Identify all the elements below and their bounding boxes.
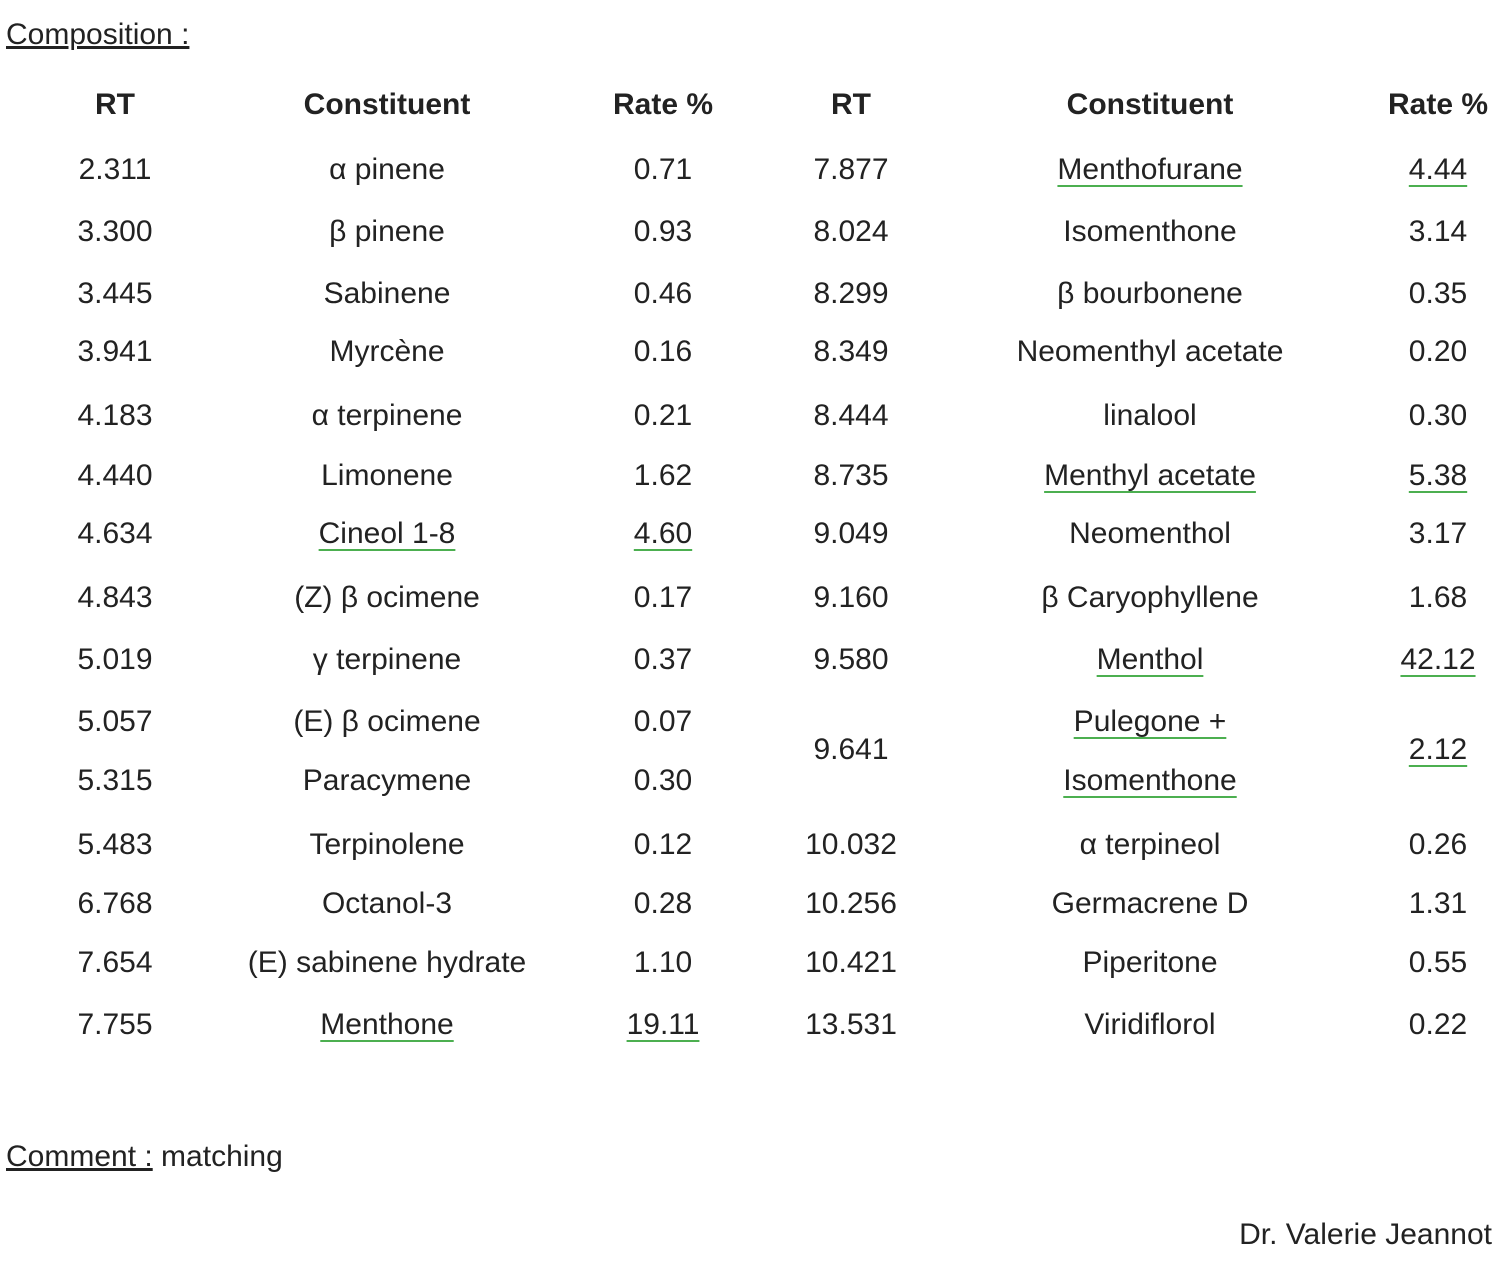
constituent-cell: α terpineol (1079, 828, 1221, 861)
header-rate: Rate % (1387, 88, 1489, 121)
rt-cell: 3.300 (77, 215, 153, 248)
constituent-cell: Pulegone + (1073, 705, 1227, 738)
rate-cell: 0.30 (1408, 399, 1468, 432)
rt-cell: 13.531 (805, 1008, 897, 1041)
rate-cell: 0.20 (1408, 335, 1468, 368)
rt-cell: 9.160 (813, 581, 889, 614)
rate-cell: 0.28 (633, 887, 693, 920)
constituent-cell: Neomenthyl acetate (1016, 335, 1284, 368)
rate-cell: 5.38 (1408, 459, 1468, 492)
rate-cell: 4.44 (1408, 153, 1468, 186)
constituent-cell: (E) sabinene hydrate (247, 946, 527, 979)
rate-cell: 0.30 (633, 764, 693, 797)
rt-cell: 5.019 (77, 643, 153, 676)
rt-cell: 7.654 (77, 946, 153, 979)
rate-cell: 0.35 (1408, 277, 1468, 310)
rt-cell: 2.311 (78, 153, 152, 186)
constituent-cell: Menthone (320, 1008, 454, 1041)
constituent-cell: Menthyl acetate (1044, 459, 1256, 492)
constituent-cell: β Caryophyllene (1041, 581, 1259, 614)
constituent-cell: β bourbonene (1057, 277, 1243, 310)
constituent-cell: Cineol 1-8 (318, 517, 456, 550)
constituent-cell: Isomenthone (1063, 764, 1237, 797)
rt-cell: 8.349 (813, 335, 889, 368)
constituent-cell: Sabinene (323, 277, 451, 310)
constituent-cell: α pinene (329, 153, 445, 186)
constituent-cell: β pinene (329, 215, 445, 248)
rt-cell: 5.057 (77, 705, 153, 738)
rate-cell: 0.07 (633, 705, 693, 738)
rate-cell: 3.14 (1408, 215, 1468, 248)
rate-cell: 1.31 (1408, 887, 1468, 920)
rt-cell: 5.483 (77, 828, 153, 861)
rt-cell: 9.049 (813, 517, 889, 550)
header-rt: RT (831, 88, 871, 121)
rate-cell: 0.22 (1408, 1008, 1468, 1041)
rt-cell: 8.735 (813, 459, 889, 492)
rate-cell: 0.93 (633, 215, 693, 248)
rt-cell: 10.421 (805, 946, 897, 979)
signature: Dr. Valerie Jeannot (1239, 1218, 1492, 1251)
rt-cell: 4.634 (77, 517, 153, 550)
rate-cell: 0.55 (1408, 946, 1468, 979)
rate-cell: 1.68 (1408, 581, 1468, 614)
constituent-cell: Piperitone (1082, 946, 1218, 979)
rate-cell: 19.11 (626, 1008, 700, 1041)
rate-cell: 0.26 (1408, 828, 1468, 861)
rate-cell: 0.17 (633, 581, 693, 614)
constituent-cell: (Z) β ocimene (294, 581, 480, 614)
comment-value: matching (152, 1140, 283, 1173)
rt-cell: 8.024 (813, 215, 889, 248)
rate-cell: 1.10 (633, 946, 693, 979)
header-rate: Rate % (612, 88, 714, 121)
constituent-cell: Isomenthone (1063, 215, 1237, 248)
rate-cell: 0.12 (633, 828, 693, 861)
rt-cell: 10.256 (805, 887, 897, 920)
constituent-cell: Myrcène (329, 335, 445, 368)
header-constituent: Constituent (303, 88, 471, 121)
header-rt: RT (95, 88, 135, 121)
constituent-cell: Germacrene D (1051, 887, 1249, 920)
rate-cell: 2.12 (1408, 733, 1468, 766)
constituent-cell: Viridiflorol (1084, 1008, 1216, 1041)
rate-cell: 0.37 (633, 643, 693, 676)
constituent-cell: Octanol-3 (321, 887, 453, 920)
constituent-cell: γ terpinene (312, 643, 462, 676)
rt-cell: 9.641 (813, 733, 889, 766)
rt-cell: 5.315 (77, 764, 153, 797)
rt-cell: 3.941 (77, 335, 153, 368)
constituent-cell: linalool (1103, 399, 1197, 432)
constituent-cell: α terpinene (311, 399, 463, 432)
constituent-cell: Limonene (321, 459, 453, 492)
rt-cell: 4.843 (77, 581, 153, 614)
rate-cell: 42.12 (1400, 643, 1476, 676)
rate-cell: 0.21 (633, 399, 693, 432)
constituent-cell: Terpinolene (309, 828, 465, 861)
rt-cell: 4.183 (77, 399, 153, 432)
rt-cell: 7.877 (813, 153, 889, 186)
rate-cell: 3.17 (1408, 517, 1468, 550)
rate-cell: 1.62 (633, 459, 693, 492)
constituent-cell: Neomenthol (1069, 517, 1231, 550)
rt-cell: 8.444 (813, 399, 889, 432)
rt-cell: 8.299 (813, 277, 889, 310)
rate-cell: 0.46 (633, 277, 693, 310)
rate-cell: 0.71 (633, 153, 693, 186)
comment-label: Comment : (6, 1140, 153, 1173)
comment (6, 1140, 283, 1174)
constituent-cell: Paracymene (302, 764, 472, 797)
constituent-cell: (E) β ocimene (293, 705, 481, 738)
rt-cell: 3.445 (77, 277, 153, 310)
rt-cell: 4.440 (77, 459, 153, 492)
constituent-cell: Menthol (1096, 643, 1204, 676)
rt-cell: 10.032 (805, 828, 897, 861)
rate-cell: 4.60 (633, 517, 693, 550)
constituent-cell: Menthofurane (1057, 153, 1243, 186)
rate-cell: 0.16 (633, 335, 693, 368)
rt-cell: 6.768 (77, 887, 153, 920)
section-title: Composition : (6, 18, 190, 51)
rt-cell: 9.580 (813, 643, 889, 676)
header-constituent: Constituent (1066, 88, 1234, 121)
rt-cell: 7.755 (77, 1008, 153, 1041)
